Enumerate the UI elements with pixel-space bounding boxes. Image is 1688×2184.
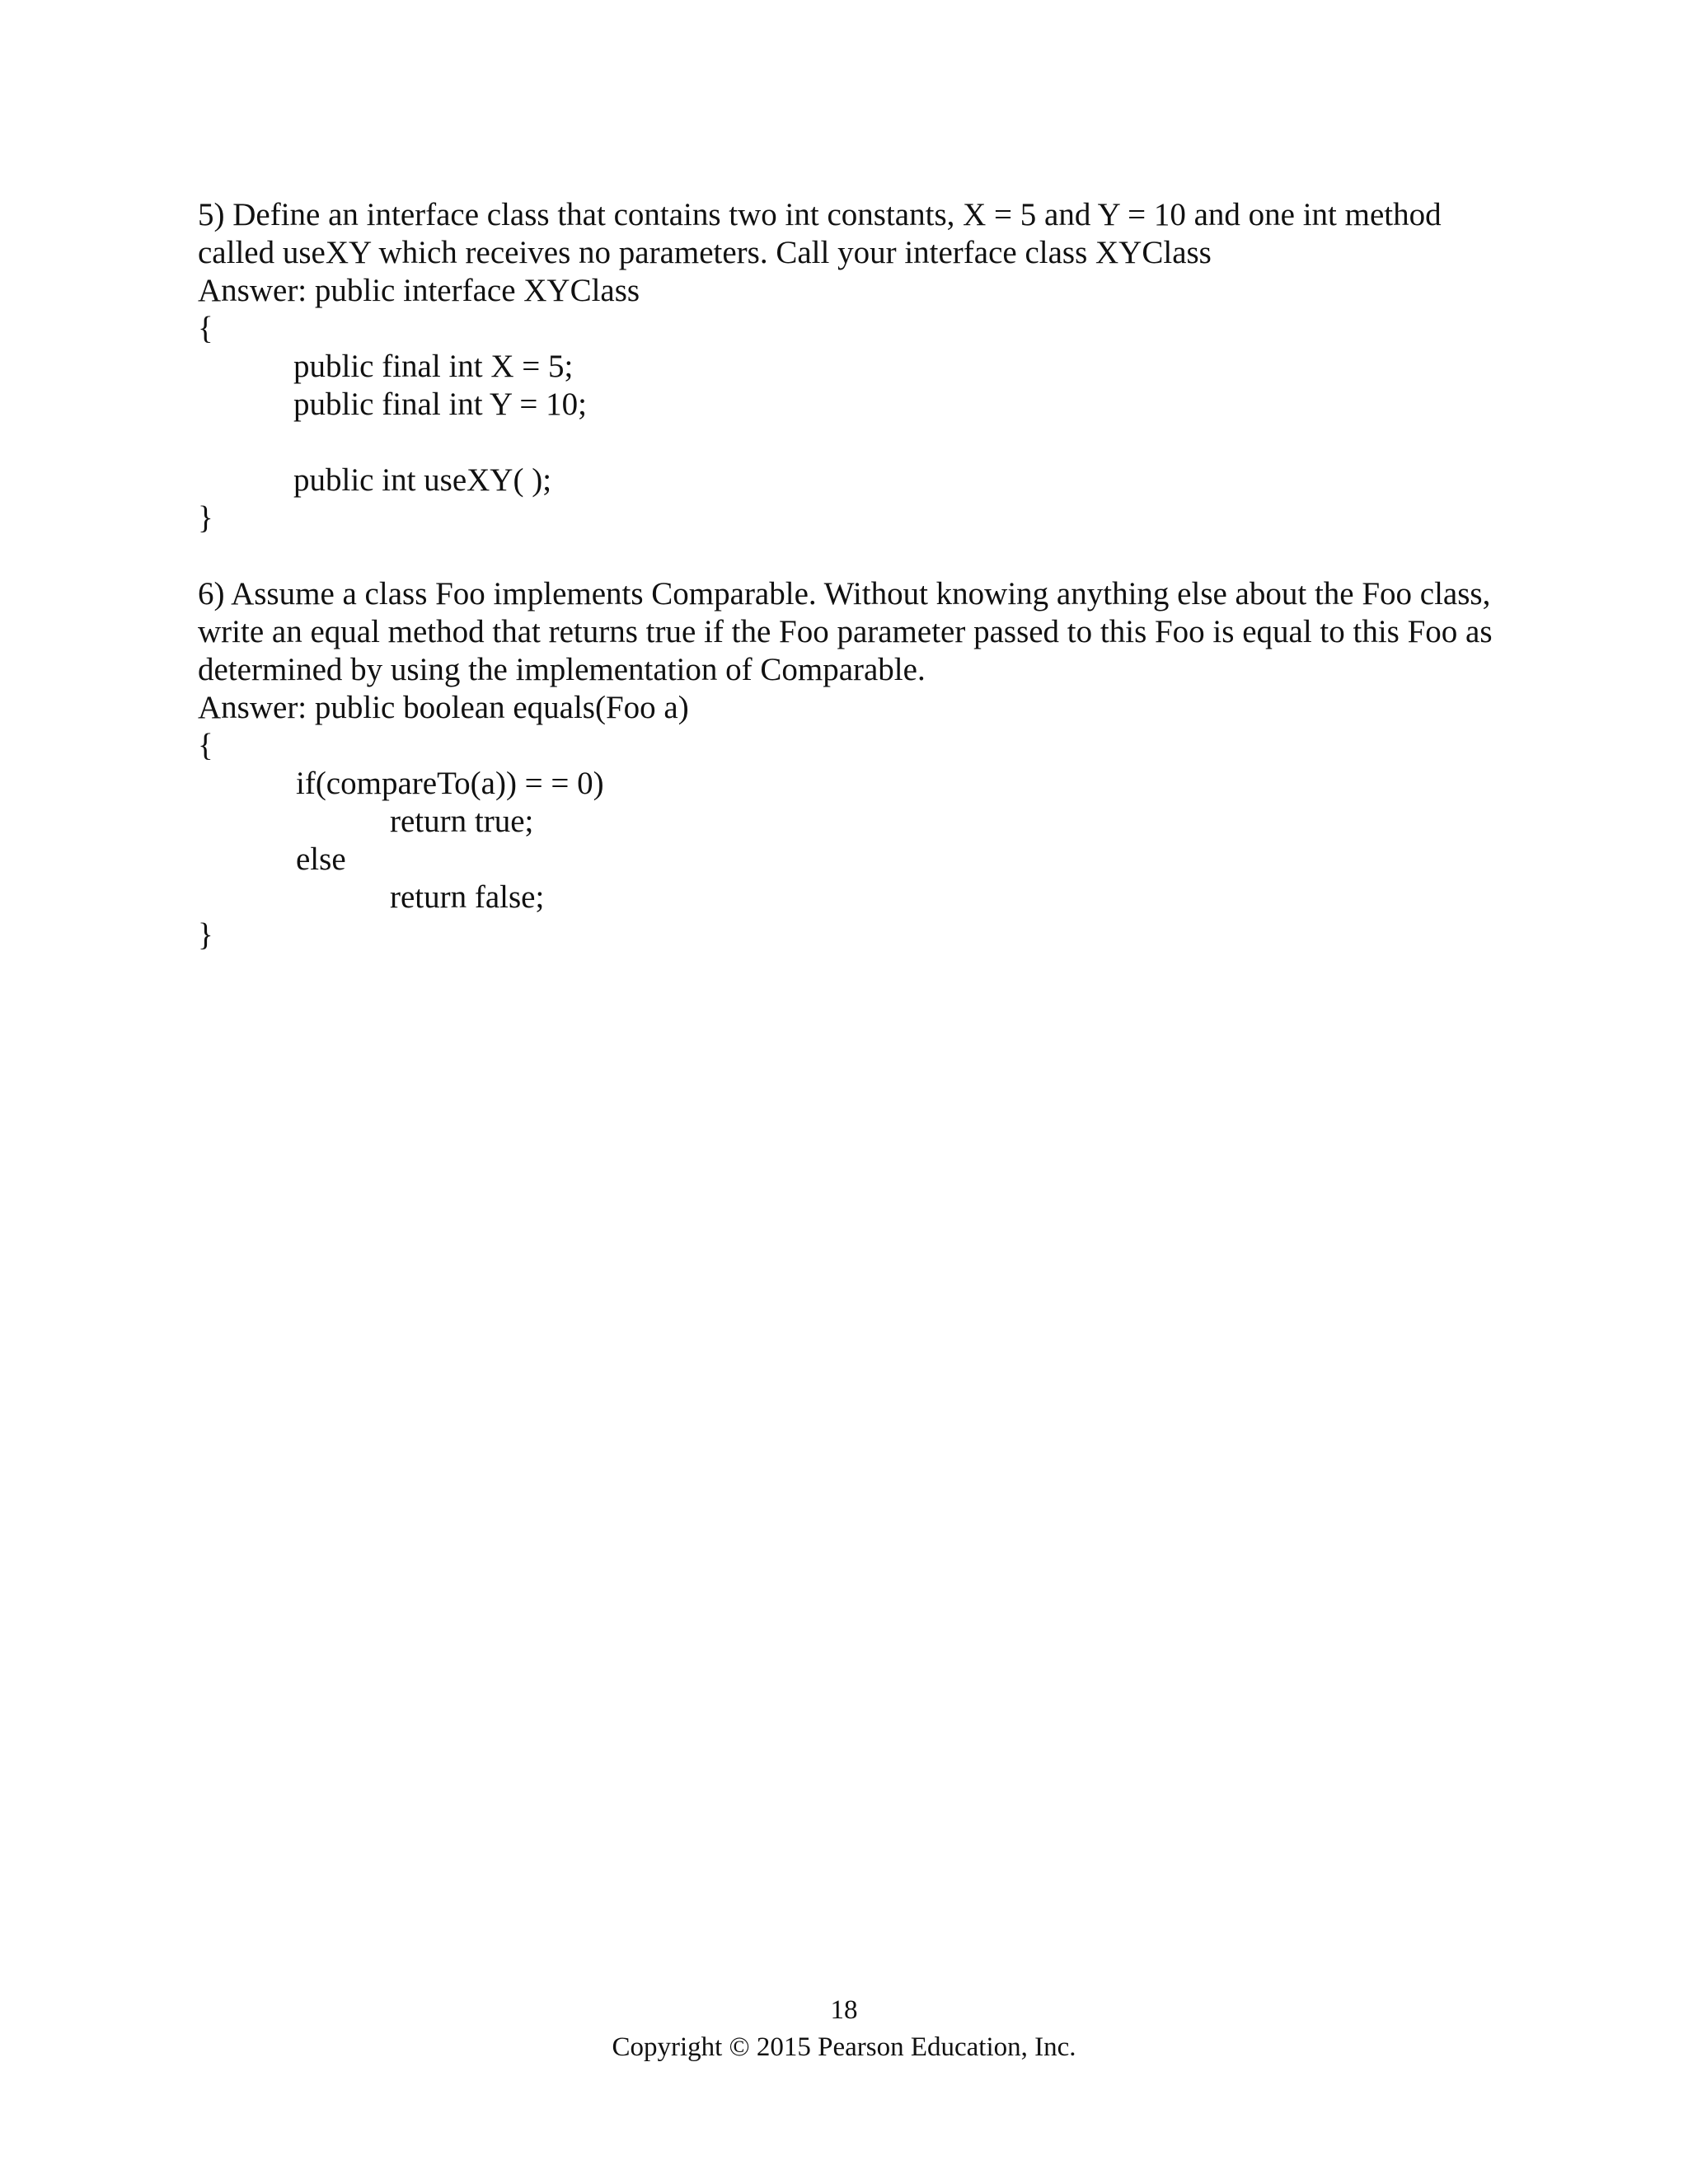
code-close-brace: } (198, 500, 213, 536)
page-number: 18 (830, 1995, 858, 2025)
page-content (198, 196, 1500, 954)
question-6-answer-header: Answer: public boolean equals(Foo a) (198, 690, 689, 725)
code-line: return true; (390, 804, 534, 839)
code-open-brace: { (198, 311, 213, 346)
code-line: public final int X = 5; (293, 349, 574, 384)
question-6 (198, 575, 1500, 954)
code-open-brace: { (198, 728, 213, 763)
question-5-answer-header: Answer: public interface XYClass (198, 273, 640, 308)
code-line: return false; (390, 879, 545, 915)
copyright-notice: Copyright © 2015 Pearson Education, Inc. (612, 2032, 1076, 2062)
question-5-prompt: 5) Define an interface class that contains two int constants, X = 5 and Y = 10 and one int method called useXY which receives no parameters. Call your interface class XYClass (198, 197, 1442, 270)
question-5 (198, 196, 1500, 537)
code-close-brace: } (198, 917, 213, 953)
code-line: public final int Y = 10; (293, 387, 587, 422)
blank-line (198, 424, 1500, 462)
section-gap (198, 537, 1500, 575)
code-line: public int useXY( ); (293, 462, 552, 498)
question-6-prompt: 6) Assume a class Foo implements Comparable. Without knowing anything else about the Foo class, write an equal method that returns true if the Foo parameter passed to this Foo is equal to this Foo as determined by using the implementation of Comparable. (198, 576, 1493, 687)
code-line: else (296, 841, 346, 877)
code-line: if(compareTo(a)) = = 0) (296, 766, 604, 801)
